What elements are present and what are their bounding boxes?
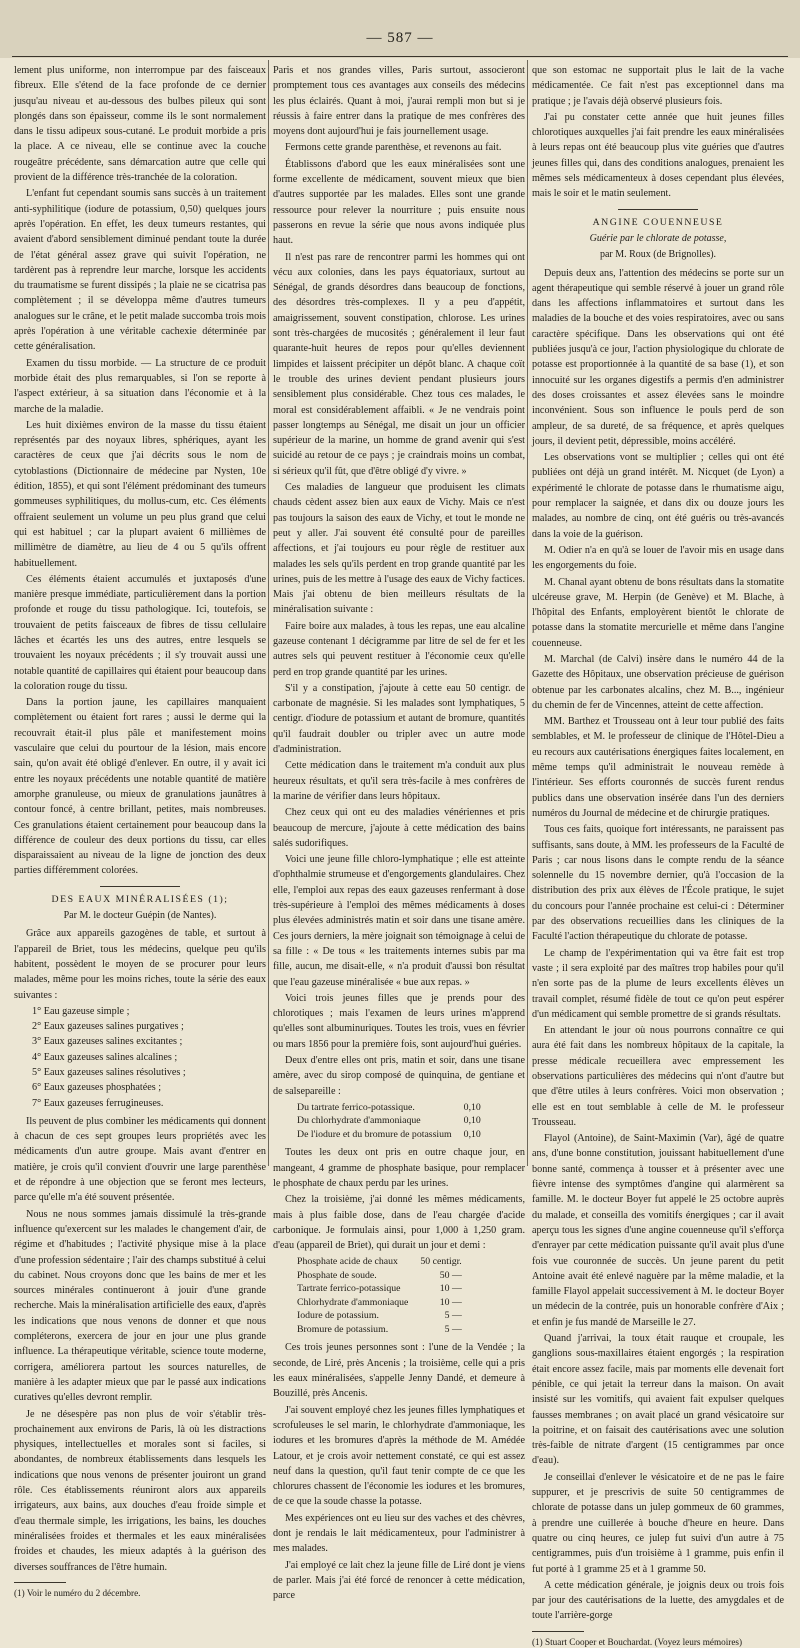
paragraph: Cette médication dans le traitement m'a conduit aux plus heureux résultats, et qu'il sera très-facile à mes confrères de la marine de vérifier dans leurs hôpitaux. (273, 760, 525, 802)
formula-ingredient: Iodure de potassium. (297, 1310, 379, 1322)
formula-table (297, 1255, 466, 1336)
paragraph: J'ai employé ce lait chez la jeune fille de Liré dont je viens de parler. Mais j'ai été forcé de renoncer à cette médication, parce (273, 1559, 525, 1602)
paragraph: M. Chanal ayant obtenu de bons résultats dans la stomatite ulcéreuse grave, M. Herpin (de Genève) et M. Blache, à l'hôpital des Enfants, employèrent bientôt le chlorate de potasse dans la stomatite mercurielle et même dans l'angine couenneuse. (532, 576, 784, 649)
paragraph: Voici une jeune fille chloro-lymphatique ; elle est atteinte d'ophthalmie strumeuse et d'engorgements glandulaires. Chez elle, l'emploi aux repas des eaux gazeuses renfermant à dose très-supérieure à l'emploi des mêmes médicaments à doses plus élevées administrés matin et soir dans une tisane amère. Ces jours derniers, la mère joignait son témoignage à celui de sa fille : « De tous « les traitements internes subis par ma fille, aucun, me disait-elle, « n'a produit d'aussi bon résultat que l'eau gazeuse minéralisée « bue aux repas. » (273, 854, 525, 988)
list-item: 5° Eaux gazeuses salines résolutives ; (32, 1067, 186, 1078)
table-row (297, 1269, 466, 1283)
paragraph: Chez la troisième, j'ai donné les mêmes médicaments, mais à plus faible dose, dans de l'eau chargée d'acide carbonique. Je formulais ainsi, pour 1,000 à 1,250 gram. d'eau (appareil de Briet), qui durait un jour et demi : (273, 1194, 525, 1252)
list-item: 6° Eaux gazeuses phosphatées ; (32, 1082, 162, 1094)
section-rule (618, 209, 698, 210)
paragraph: A cette médication générale, je joignis deux ou trois fois par jour des cautérisations de la luette, des amygdales et de toute l'arrière-gorge (532, 1579, 784, 1622)
formula-ingredient: Bromure de potassium. (297, 1323, 389, 1335)
paragraph: Je ne désespère pas non plus de voir s'établir très-prochainement aux environs de Paris, là où les distractions physiques, intellectuelles et morales sont si faciles, si abondantes, de nombreux établissements dans lesquels les indications que nous venons de présenter jouiront un grand rôle. Ces établissements réuniront alors aux appareils irrigateurs, aux bains, aux douches d'eau froide simple et d'eau thermale simple, les irrigations, les bains, les douches minéralisées froides et thermales et les eaux minéralisées froides et chaudes, les mieux adaptés à la guérison des diverses souffrances de l'être humain. (14, 1408, 266, 1573)
paragraph: Les huit dixièmes environ de la masse du tissu étaient représentés par des noyaux libres, sphériques, ayant les caractères de ceux que j'ai décrits sous le nom de cytoblastions (Dictionnaire de médecine par Nysten, 10e édition, 1855), et qui sont l'élément prédominant des tumeurs gommeuses syphilitiques, du mollus-cum, etc. Ces éléments offraient seulement un volume un peu plus grand que celui qui est habituel ; car la plupart avaient 6 millièmes de millimètre de diamètre, au lieu de 4 ou 5 qu'ils offrent habituellement. (14, 419, 266, 569)
header-rule (12, 56, 788, 57)
formula-ingredient: Phosphate acide de chaux (297, 1256, 398, 1268)
formula-quantity: 5 — (444, 1310, 462, 1322)
paragraph: En attendant le jour où nous pourrons connaître ce qui aura été fait dans les nombreux hôpitaux de la capitale, la presse médicale recueillera avec empressement les observations particulières des médecins qui n'ont d'autre but que d'être utiles à leurs confrères. Voici mon observation ; elle est en tout semblable à celle de M. le professeur Trousseau. (532, 1025, 784, 1128)
formula-quantity: 0,10 (463, 1115, 481, 1127)
table-row (297, 1296, 466, 1310)
list-item: 3° Eaux gazeuses salines excitantes ; (32, 1036, 183, 1048)
paragraph: Quand j'arrivai, la toux était rauque et croupale, les ganglions sous-maxillaires étaient engorgés ; la respiration était encore assez facile, mais par moments elle devenait fort pénible, ce qui jetait la terreur dans la maison. On avait insisté sur les vomitifs, qui avaient fait expulser quelques fausses membranes ; on avait placé un grand vésicatoire sur la poitrine, et on faisait des cautérisations avec une solution très-faible de nitrate d'argent (15 centigrammes par once d'eau). (532, 1333, 784, 1467)
page-number: — 587 — (366, 30, 434, 46)
table-row (297, 1309, 466, 1323)
formula-quantity: 10 — (439, 1296, 462, 1308)
paragraph: Je conseillai d'enlever le vésicatoire et de ne pas le faire suppurer, et je prescrivis de suite 50 centigrammes de chlorate de potasse dans un julep gommeux de 60 grammes, à prendre une cuillerée à bouche d'heure en heure. Dans quatre ou cinq heures, ce julep fut suivi d'un autre à 75 centigrammes, puis d'un troisième à 1 gramme, puis enfin il fut porté à 1 gramme 25 et à 1 gramme 50. (532, 1471, 784, 1575)
footnote: (1) Stuart Cooper et Bouchardat. (Voyez leurs mémoires) (532, 1636, 743, 1647)
list-item: 1° Eau gazeuse simple ; (32, 1005, 130, 1017)
section-subtitle: Guérie par le chlorate de potasse, (589, 232, 727, 244)
paragraph: M. Marchal (de Calvi) insère dans le numéro 44 de la Gazette des Hôpitaux, une observation précieuse de guérison obtenue par les carbonates alcalins, chez M. B..., ingénieur du chemin de fer de Vincennes, atteint de cette affection. (532, 653, 784, 711)
formula-quantity: 50 centigr. (420, 1256, 462, 1268)
section-title: ANGINE COUENNEUSE (592, 216, 724, 228)
table-row (297, 1323, 466, 1337)
column-divider (268, 60, 269, 1166)
paragraph: Les observations vont se multiplier ; celles qui ont été publiées ont déjà un grand intérêt. M. Nicquet (de Lyon) a expérimenté le chlorate de potasse dans le rhumatisme aigu, pour remplacer la saignée, et dans dix ou douze jours les malades, au nombre de cinq, ont été guéris ou très-avancés dans la voie de la guérison. (532, 452, 784, 540)
paragraph: Tous ces faits, quoique fort intéressants, ne paraissent pas suffisants, sans doute, à MM. les professeurs de la Faculté de Paris ; car nous lisons dans le compte rendu de la séance solennelle du 15 novembre dernier, qu'à l'occasion de la distribution des prix aux élèves de l'École pratique, le sujet du concours pour l'année prochaine est celui-ci : Déterminer par des observations recueillies dans les cliniques de la Faculté l'action thérapeutique du chlorate de potasse. (532, 824, 784, 943)
list-item: 2° Eaux gazeuses salines purgatives ; (32, 1021, 184, 1033)
waters-list (14, 1004, 266, 1111)
paragraph: Chez ceux qui ont eu des maladies vénériennes et pris beaucoup de mercure, j'ajoute à cette médication des bains salés sudorifiques. (273, 807, 525, 849)
column-middle (273, 63, 525, 1602)
section-rule (100, 886, 180, 887)
paragraph: Flayol (Antoine), de Saint-Maximin (Var), âgé de quatre ans, d'une bonne constitution, jouissant habituellement d'une bonne santé, commença à tousser et à présenter avec une fièvre intense des symptômes d'angine qui alarmèrent sa famille. M. le docteur Boyer fut appelé le 25 octobre auprès du malade, et conseilla des vomitifs énergiques ; car il avait aperçu tous les signes d'une angine couenneuse qu'il s'efforça d'enrayer par cette médication puissante qu'il avait plus d'une fois vue couronnée de succès. Un jeune parent du petit Antoine avait été enlevé naguère par la même maladie, et la famille Flayol appelait successivement à M. le docteur Boyer un médecin de la contrée, puis un honorable confrère d'Aix ; et enfin je fus mandé de Marseille le 27. (532, 1133, 784, 1328)
paragraph: MM. Barthez et Trousseau ont à leur tour publié des faits semblables, et M. le professeur de clinique de l'Hôtel-Dieu a eu recours aux cautérisations énergiques faites localement, en même temps qu'il administrait le nouveau remède à l'intérieur. Ses efforts couronnés de succès furent rendus publics dans une observation insérée dans l'un des derniers numéros du Journal de médecine et de chirurgie pratiques. (532, 716, 784, 819)
paragraph: Grâce aux appareils gazogènes de table, et surtout à l'appareil de Briet, tous les médecins, quelque peu qu'ils habitent, possèdent le moyen de se procurer pour leurs malades, même pour les moins riches, toute la série des eaux suivantes : (14, 928, 266, 1001)
paragraph: Établissons d'abord que les eaux minéralisées sont une forme excellente de médicament, souvent mieux que bien d'autres supportée par les malades. Elles sont une grande ressource pour relever la nourriture ; puis ensuite nous passerons en revue la série que nous avons indiquée plus haut. (273, 158, 525, 247)
table-row (297, 1255, 466, 1269)
paragraph: Paris et nos grandes villes, Paris surtout, associeront promptement tous ces avantages aux conseils des médecins les plus éclairés. Quant à moi, j'aurai rempli mon but si je réussis à faire entrer dans la pratique de mes confrères des moyens dont aujourd'hui je fais journellement usage. (273, 65, 525, 138)
paragraph: Fermons cette grande parenthèse, et revenons au fait. (285, 142, 502, 154)
paragraph: Ils peuvent de plus combiner les médicaments qui donnent à chacun de ces sept groupes leurs propriétés avec les médicaments d'un autre groupe. Mais avant d'entrer en matière, je crois qu'il convient d'ouvrir une large parenthèse et de répondre à une objection que se feront mes lecteurs, parce qu'elle m'a été souvent présentée. (14, 1115, 266, 1204)
formula-table (297, 1101, 485, 1142)
paragraph: Dans la portion jaune, les capillaires manquaient complètement ou étaient fort rares ; aussi le derme qui la recouvrait était-il plus pâle et manifestement moins vasculaire que celui du pourtour de la lésion, mais encore sain, qu'on avait été obligé d'enlever. En outre, il y avait ici entre les noyaux précédents une notable quantité de matière amorphe granuleuse, ou mieux de granulations jaunâtres à contour foncé, à centre brillant, petites, mais nombreuses. Ces granulations étaient certainement pour beaucoup dans la différence de couleur des deux portions du tissu, car elles disparaissaient au niveau de la ligne de jonction des deux parties différemment colorées. (14, 697, 266, 877)
footnote-rule (14, 1582, 66, 1583)
formula-quantity: 0,10 (463, 1128, 481, 1140)
paragraph: Toutes les deux ont pris en outre chaque jour, en mangeant, 4 gramme de phosphate basique, pour remplacer le phosphate de chaux perdu par les urines. (273, 1147, 525, 1189)
column-right (532, 63, 784, 1647)
paragraph: Faire boire aux malades, à tous les repas, une eau alcaline gazeuse contenant 1 décigramme par litre de sel de fer et les autres sels qui peuvent restituer à l'économie ceux qu'elle perd en trop grande quantité par les urines. (273, 620, 525, 678)
page-header (0, 0, 800, 58)
formula-ingredient: Du tartrate ferrico-potassique. (297, 1101, 415, 1113)
table-row (297, 1282, 466, 1296)
paragraph: lement plus uniforme, non interrompue par des faisceaux fibreux. Elle s'étend de la face profonde de ce dernier jusqu'au niveau et au-dessous des bulbes pileux qui sont plongés dans son épaisseur, comme ils le sont normalement dans le tissu adipeux sous-cutané. Le produit morbide a pris la place. A ce niveau, elle se continue avec la couche rougeâtre précédente, sans démarcation autre que celle qui provient de la différence très-tranchée de la coloration. (14, 65, 266, 184)
section-author: Par M. le docteur Guépin (de Nantes). (63, 910, 217, 922)
paragraph: L'enfant fut cependant soumis sans succès à un traitement anti-syphilitique (iodure de potassium, 0,50) quelques jours après l'opération. En effet, les deux tumeurs restantes, qui avaient d'abord sensiblement diminué pendant toute la durée de l'état général assez grave qui suivit l'opération, ne tardèrent pas à reprendre leur marche, lorsque les accidents du traumatisme se furent dissipés ; la plaie ne se cicatrisa pas complètement ; il se développa même d'autres tumeurs analogues sur le crâne, et le petit malade succomba trois mois après l'opération à une véritable cachexie déterminée par cette généralisation. (14, 188, 266, 353)
table-row (297, 1114, 485, 1128)
formula-ingredient: Tartrate ferrico-potassique (297, 1283, 401, 1295)
paragraph: que son estomac ne supportait plus le lait de la vache médicamentée. Ce fait n'est pas exceptionnel dans ma pratique ; je l'avais déjà observé plusieurs fois. (532, 65, 784, 107)
paragraph: Ces maladies de langueur que produisent les climats chauds cèdent assez bien aux eaux de Vichy. Mais ce n'est pas toujours la saison des eaux de Vichy, et tout le monde ne peut y aller. J'ai souvent été consulté pour de pareilles affections, et j'ai toujours eu pour règle de restituer aux malades les sels qu'ils perdent en trop grande quantité par les urines, puis de les mettre à l'usage des eaux de Vichy factices. Mais j'ai obtenu de bien meilleurs résultats de la minéralisation suivante : (273, 482, 525, 616)
paragraph: S'il y a constipation, j'ajoute à cette eau 50 centigr. de carbonate de magnésie. Si les malades sont lymphatiques, 5 centigr. d'iodure de potassium et autant de bromure, quantités qu'il faudrait doubler ou tripler avec un autre mode d'administration. (273, 682, 525, 756)
table-row (297, 1128, 485, 1142)
list-item: 7° Eaux gazeuses ferrugineuses. (32, 1097, 164, 1109)
formula-ingredient: De l'iodure et du bromure de potassium (297, 1128, 452, 1140)
table-row (297, 1101, 485, 1115)
formula-ingredient: Du chlorhydrate d'ammoniaque (297, 1115, 421, 1127)
paragraph: Depuis deux ans, l'attention des médecins se porte sur un agent thérapeutique qui semble réservé à jouer un grand rôle dans les affections inflammatoires et surtout dans les maladies de la bouche et des voies respiratoires, avec ou sans caractère spécifique. Dans les observations qui ont été publiées jusqu'à ce jour, l'action physiologique du chlorate de potasse est proportionnée à la quantité de sa base (1), et son innocuité sur les organes digestifs a permis d'en administrer des doses croissantes et assez élevées sans le moindre inconvénient. Sous son influence le pouls perd de son ampleur, de sa dureté, de sa fréquence, et après quelques jours, il devient petit, dépressible, moins accéléré. (532, 267, 784, 447)
footnote-rule (532, 1631, 584, 1632)
paragraph: Il n'est pas rare de rencontrer parmi les hommes qui ont vécu aux colonies, dans les pays équatoriaux, surtout au Sénégal, de grands désordres dans beaucoup de fonctions, des désordres très-complexes. Il y a peu d'appétit, amaigrissement, souvent constipation, chlorose. Les urines sont très-chargées de mucosités ; généralement il leur faut quarante-huit heures de repos pour qu'elles deviennent limpides et laissent précipiter un dépôt blanc. A chaque coït le trouble des urines devient pendant plusieurs jours sensiblement plus considérable. Chez tous ces malades, le moral est considérablement affaibli. « Je ne vendrais point passer longtemps au Sénégal, me disait un jour un officier supérieur de la marine, un homme de grand avenir qui s'est suicidé au retour de ce pays ; je craindrais moins un combat, si sérieux qu'il fût, que d'être obligé d'y vivre. » (273, 251, 525, 477)
footnote: (1) Voir le numéro du 2 décembre. (14, 1587, 141, 1598)
paragraph: Deux d'entre elles ont pris, matin et soir, dans une tisane amère, avec du sirop composé de quinquina, de gentiane et de salsepareille : (273, 1055, 525, 1097)
formula-quantity: 5 — (444, 1323, 462, 1335)
paragraph: J'ai souvent employé chez les jeunes filles lymphatiques et scrofuleuses le sel marin, le chlorhydrate d'ammoniaque, les iodures et les bromures d'après la méthode de M. Amédée Latour, et je crois avoir nettement constaté, ce qui est assez neuf dans la question, qu'il faut tenir compte de ce que les chlorures chassent de l'économie les iodures et les bromures, de ce que la soude chasse la potasse. (273, 1404, 525, 1508)
formula-ingredient: Chlorhydrate d'ammoniaque (297, 1296, 409, 1308)
paragraph: M. Odier n'a en qu'à se louer de l'avoir mis en usage dans les engorgements du foie. (532, 544, 784, 572)
paragraph: Mes expériences ont eu lieu sur des vaches et des chèvres, dont je rendais le lait médicamenteux, pour l'administrer à mes malades. (273, 1512, 525, 1555)
column-left (14, 63, 266, 1598)
paragraph: Ces trois jeunes personnes sont : l'une de la Vendée ; la seconde, de Liré, près Ancenis ; la troisième, celle qui a pris les eaux minéralisées, s'appelle Jenny Dandé, et demeure à Bouzillé, près Ancenis. (273, 1342, 525, 1400)
section-author: par M. Roux (de Brignolles). (599, 249, 717, 261)
paragraph: Voici trois jeunes filles que je prends pour des chlorotiques ; mais l'examen de leurs urines m'apprend qu'elles sont albuminuriques. Toutes les trois, vues en février ou mars 1856 pour la première fois, sont aujourd'hui guéries. (273, 992, 525, 1050)
formula-quantity: 0,10 (463, 1101, 481, 1113)
paragraph: Ces éléments étaient accumulés et juxtaposés d'une manière presque immédiate, particulièrement dans la portion profonde et rouge du tissu pathologique. Ici, toutefois, se trouvaient de petits faisceaux de fibres de tissu cellulaire lâches et écartés les uns des autres, entre lesquels se trouvaient les noyaux précédents ; il s'y trouvait aussi une notable quantité de capillaires qui étaient pour beaucoup dans la coloration rouge du tissu. (14, 573, 266, 692)
section-title: DES EAUX MINÉRALISÉES (1); (51, 893, 229, 905)
formula-ingredient: Phosphate de soude. (297, 1269, 377, 1281)
column-divider (527, 60, 528, 1166)
formula-quantity: 10 — (439, 1283, 462, 1295)
formula-quantity: 50 — (439, 1269, 462, 1281)
paragraph: Le champ de l'expérimentation qui va être fait est trop vaste ; il sera exploité par des maîtres trop habiles pour qu'il n'en sorte pas de la plume de leurs excellents élèves un travail complet, résumé fidèle de tout ce qu'on peut espérer d'un médicament qui semble promettre de si grands résultats. (532, 947, 784, 1020)
paragraph: Examen du tissu morbide. — La structure de ce produit morbide était des plus remarquables, si l'on se reporte à l'aspect extérieur, à sa situation dans l'économie et à la marche de la maladie. (14, 357, 266, 415)
paragraph: Nous ne nous sommes jamais dissimulé la très-grande influence qu'exercent sur les malades le changement d'air, de régime et d'habitudes ; l'activité physique mise à la place d'une profession sédentaire ; l'air des champs substitué à celui du cabinet. Nous croyons donc que les bains de mer et les sources minérales continueront à jouir d'une grande recherche. Mais la minéralisation artificielle des eaux, d'après les indications que nous venons de donner et que nous compléterons, exercera de jour en jour une plus grande influence. La thérapeutique véritable, science toute moderne, corrigera, améliorera partout les sources naturelles, de manière à les adapter mieux que par le passé aux indications curatives qu'elles devront remplir. (14, 1208, 266, 1404)
paragraph: J'ai pu constater cette année que huit jeunes filles chlorotiques auxquelles j'ai fait prendre les eaux minéralisées à leurs repas ont été beaucoup plus vite guéries que d'autres jeunes filles qui, dans des conditions analogues, prenaient les mêmes sels médicamenteux à doses cependant plus élevées, mais le soir et le matin seulement. (532, 111, 784, 200)
list-item: 4° Eaux gazeuses salines alcalines ; (32, 1051, 178, 1063)
